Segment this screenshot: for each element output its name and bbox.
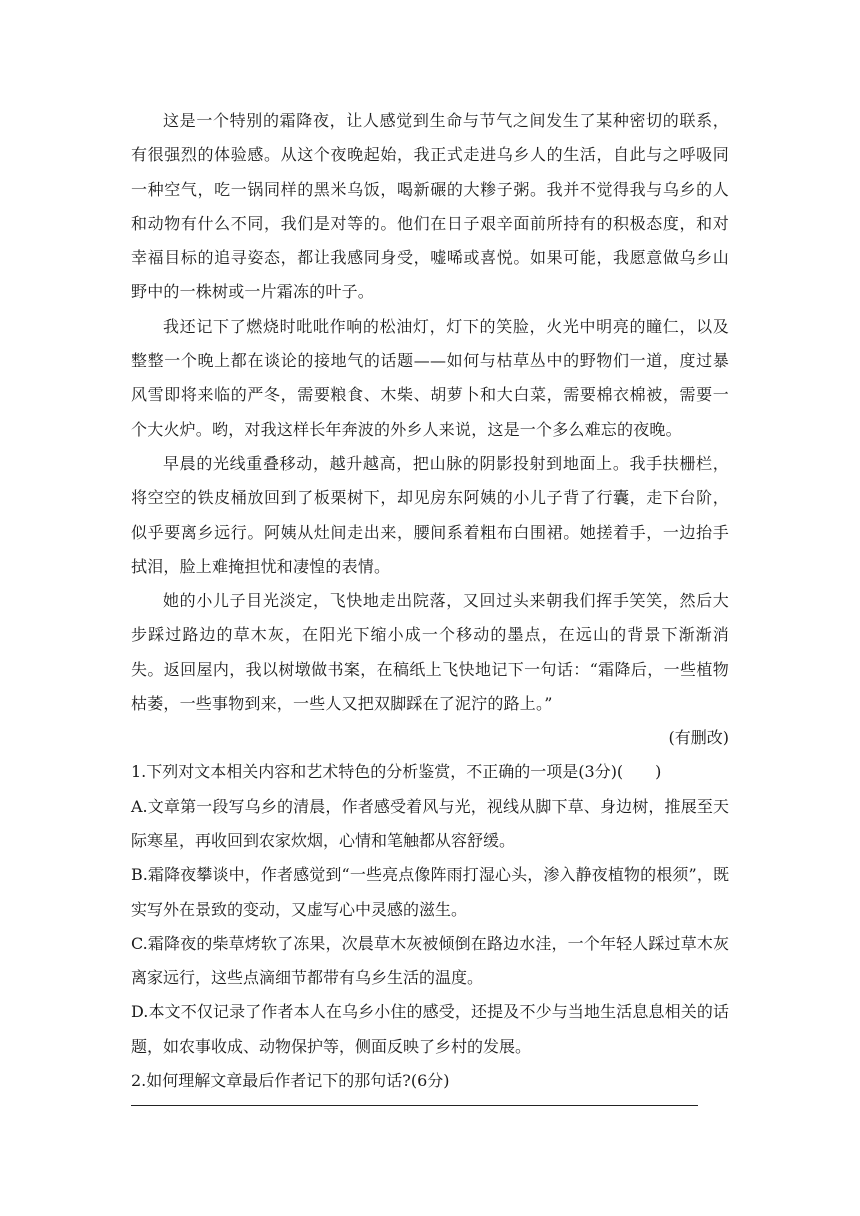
question-1-option-d[interactable]: D.本文不仅记录了作者本人在乌乡小住的感受，还提及不少与当地生活息息相关的话题，如农事收成、动物保护等，侧面反映了乡村的发展。 [131, 1002, 729, 1056]
passage-paragraph-1: 这是一个特别的霜降夜，让人感觉到生命与节气之间发生了某种密切的联系，有很强烈的体验感。从这个夜晚起始，我正式走进乌乡人的生活，自此与之呼吸同一种空气，吃一锅同样的黑米乌饭，喝新碾的大糁子粥。我并不觉得我与乌乡的人和动物有什么不同，我们是对等的。他们在日子艰辛面前所持有的积极态度，和对幸福目标的追寻姿态，都让我感同身受，嘘唏或喜悦。如果可能，我愿意做乌乡山野中的一株树或一片霜冻的叶子。 [131, 111, 729, 302]
question-1-option-c[interactable]: C.霜降夜的柴草烤软了冻果，次晨草木灰被倾倒在路边水洼，一个年轻人踩过草木灰离家远行，这些点滴细节都带有乌乡生活的温度。 [131, 933, 729, 988]
question-2-stem: 2.如何理解文章最后作者记下的那句话?(6分) [131, 1071, 450, 1091]
source-note: (有删改) [668, 728, 729, 748]
question-1-stem: 1.下列对文本相关内容和艺术特色的分析鉴赏，不正确的一项是(3分)( ) [131, 762, 662, 782]
answer-line[interactable] [131, 1105, 698, 1106]
document-page [131, 104, 729, 1098]
question-1-option-b[interactable]: B.霜降夜攀谈中，作者感觉到“一些亮点像阵雨打湿心头，渗入静夜植物的根须”，既实写外在景致的变动，又虚写心中灵感的滋生。 [131, 865, 729, 919]
passage-paragraph-4: 她的小儿子目光淡定，飞快地走出院落，又回过头来朝我们挥手笑笑，然后大步踩过路边的草木灰，在阳光下缩小成一个移动的墨点，在远山的背景下渐渐消失。返回屋内，我以树墩做书案，在稿纸上飞快地记下一句话：“霜降后，一些植物枯萎，一些事物到来，一些人又把双脚踩在了泥泞的路上。” [131, 591, 729, 714]
passage-paragraph-2: 我还记下了燃烧时吡吡作响的松油灯，灯下的笑脸，火光中明亮的瞳仁，以及整整一个晚上都在谈论的接地气的话题——如何与枯草丛中的野物们一道，度过暴风雪即将来临的严冬，需要粮食、木柴、胡萝卜和大白菜，需要棉衣棉被，需要一个大火炉。哟，对我这样长年奔波的外乡人来说，这是一个多么难忘的夜晚。 [131, 316, 729, 439]
passage-paragraph-3: 早晨的光线重叠移动，越升越高，把山脉的阴影投射到地面上。我手扶栅栏，将空空的铁皮桶放回到了板栗树下，却见房东阿姨的小儿子背了行囊，走下台阶，似乎要离乡远行。阿姨从灶间走出来，腰间系着粗布白围裙。她搓着手，一边抬手拭泪，脸上难掩担忧和凄惶的表情。 [131, 453, 729, 576]
question-1-option-a[interactable]: A.文章第一段写乌乡的清晨，作者感受着风与光，视线从脚下草、身边树，推展至天际寒星，再收回到农家炊烟，心情和笔触都从容舒缓。 [131, 796, 729, 850]
